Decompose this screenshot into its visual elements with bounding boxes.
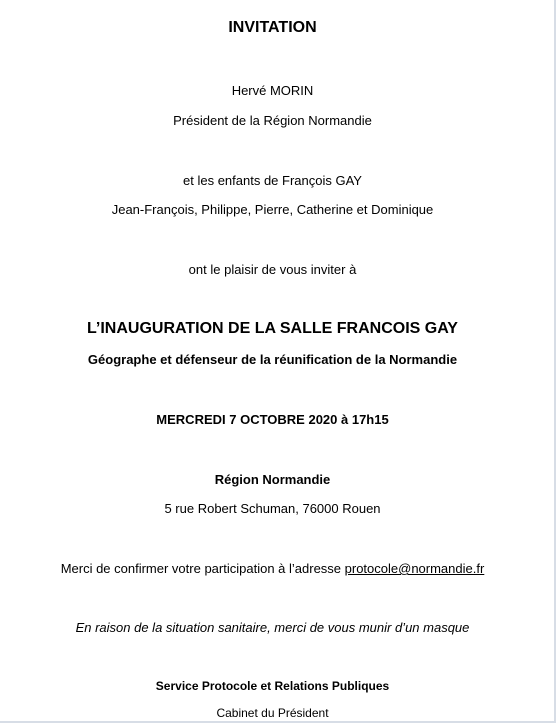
event-date-time: MERCREDI 7 OCTOBRE 2020 à 17h15 (156, 412, 389, 427)
sanitary-note: En raison de la situation sanitaire, merci de vous munir d’un masque (75, 620, 470, 635)
invite-phrase: ont le plaisir de vous inviter à (188, 262, 357, 277)
cohost-names: Jean-François, Philippe, Pierre, Catherine et Dominique (111, 202, 434, 217)
event-subtitle: Géographe et défenseur de la réunification de la Normandie (87, 352, 458, 367)
service-name: Service Protocole et Relations Publiques (155, 679, 390, 693)
host-title: Président de la Région Normandie (173, 113, 372, 128)
cohost-intro: et les enfants de François GAY (183, 173, 362, 188)
rsvp-text: Merci de confirmer votre participation à l’adresse (60, 561, 345, 576)
host-name: Hervé MORIN (231, 83, 314, 98)
event-title: L’INAUGURATION DE LA SALLE FRANCOIS GAY (87, 320, 458, 337)
rsvp-email-link[interactable]: protocole@normandie.fr (344, 561, 485, 576)
invitation-title: INVITATION (228, 19, 317, 36)
cabinet-name: Cabinet du Président (216, 706, 329, 720)
venue-name: Région Normandie (214, 472, 331, 487)
venue-address: 5 rue Robert Schuman, 76000 Rouen (164, 501, 381, 516)
rsvp-line (0, 560, 545, 578)
